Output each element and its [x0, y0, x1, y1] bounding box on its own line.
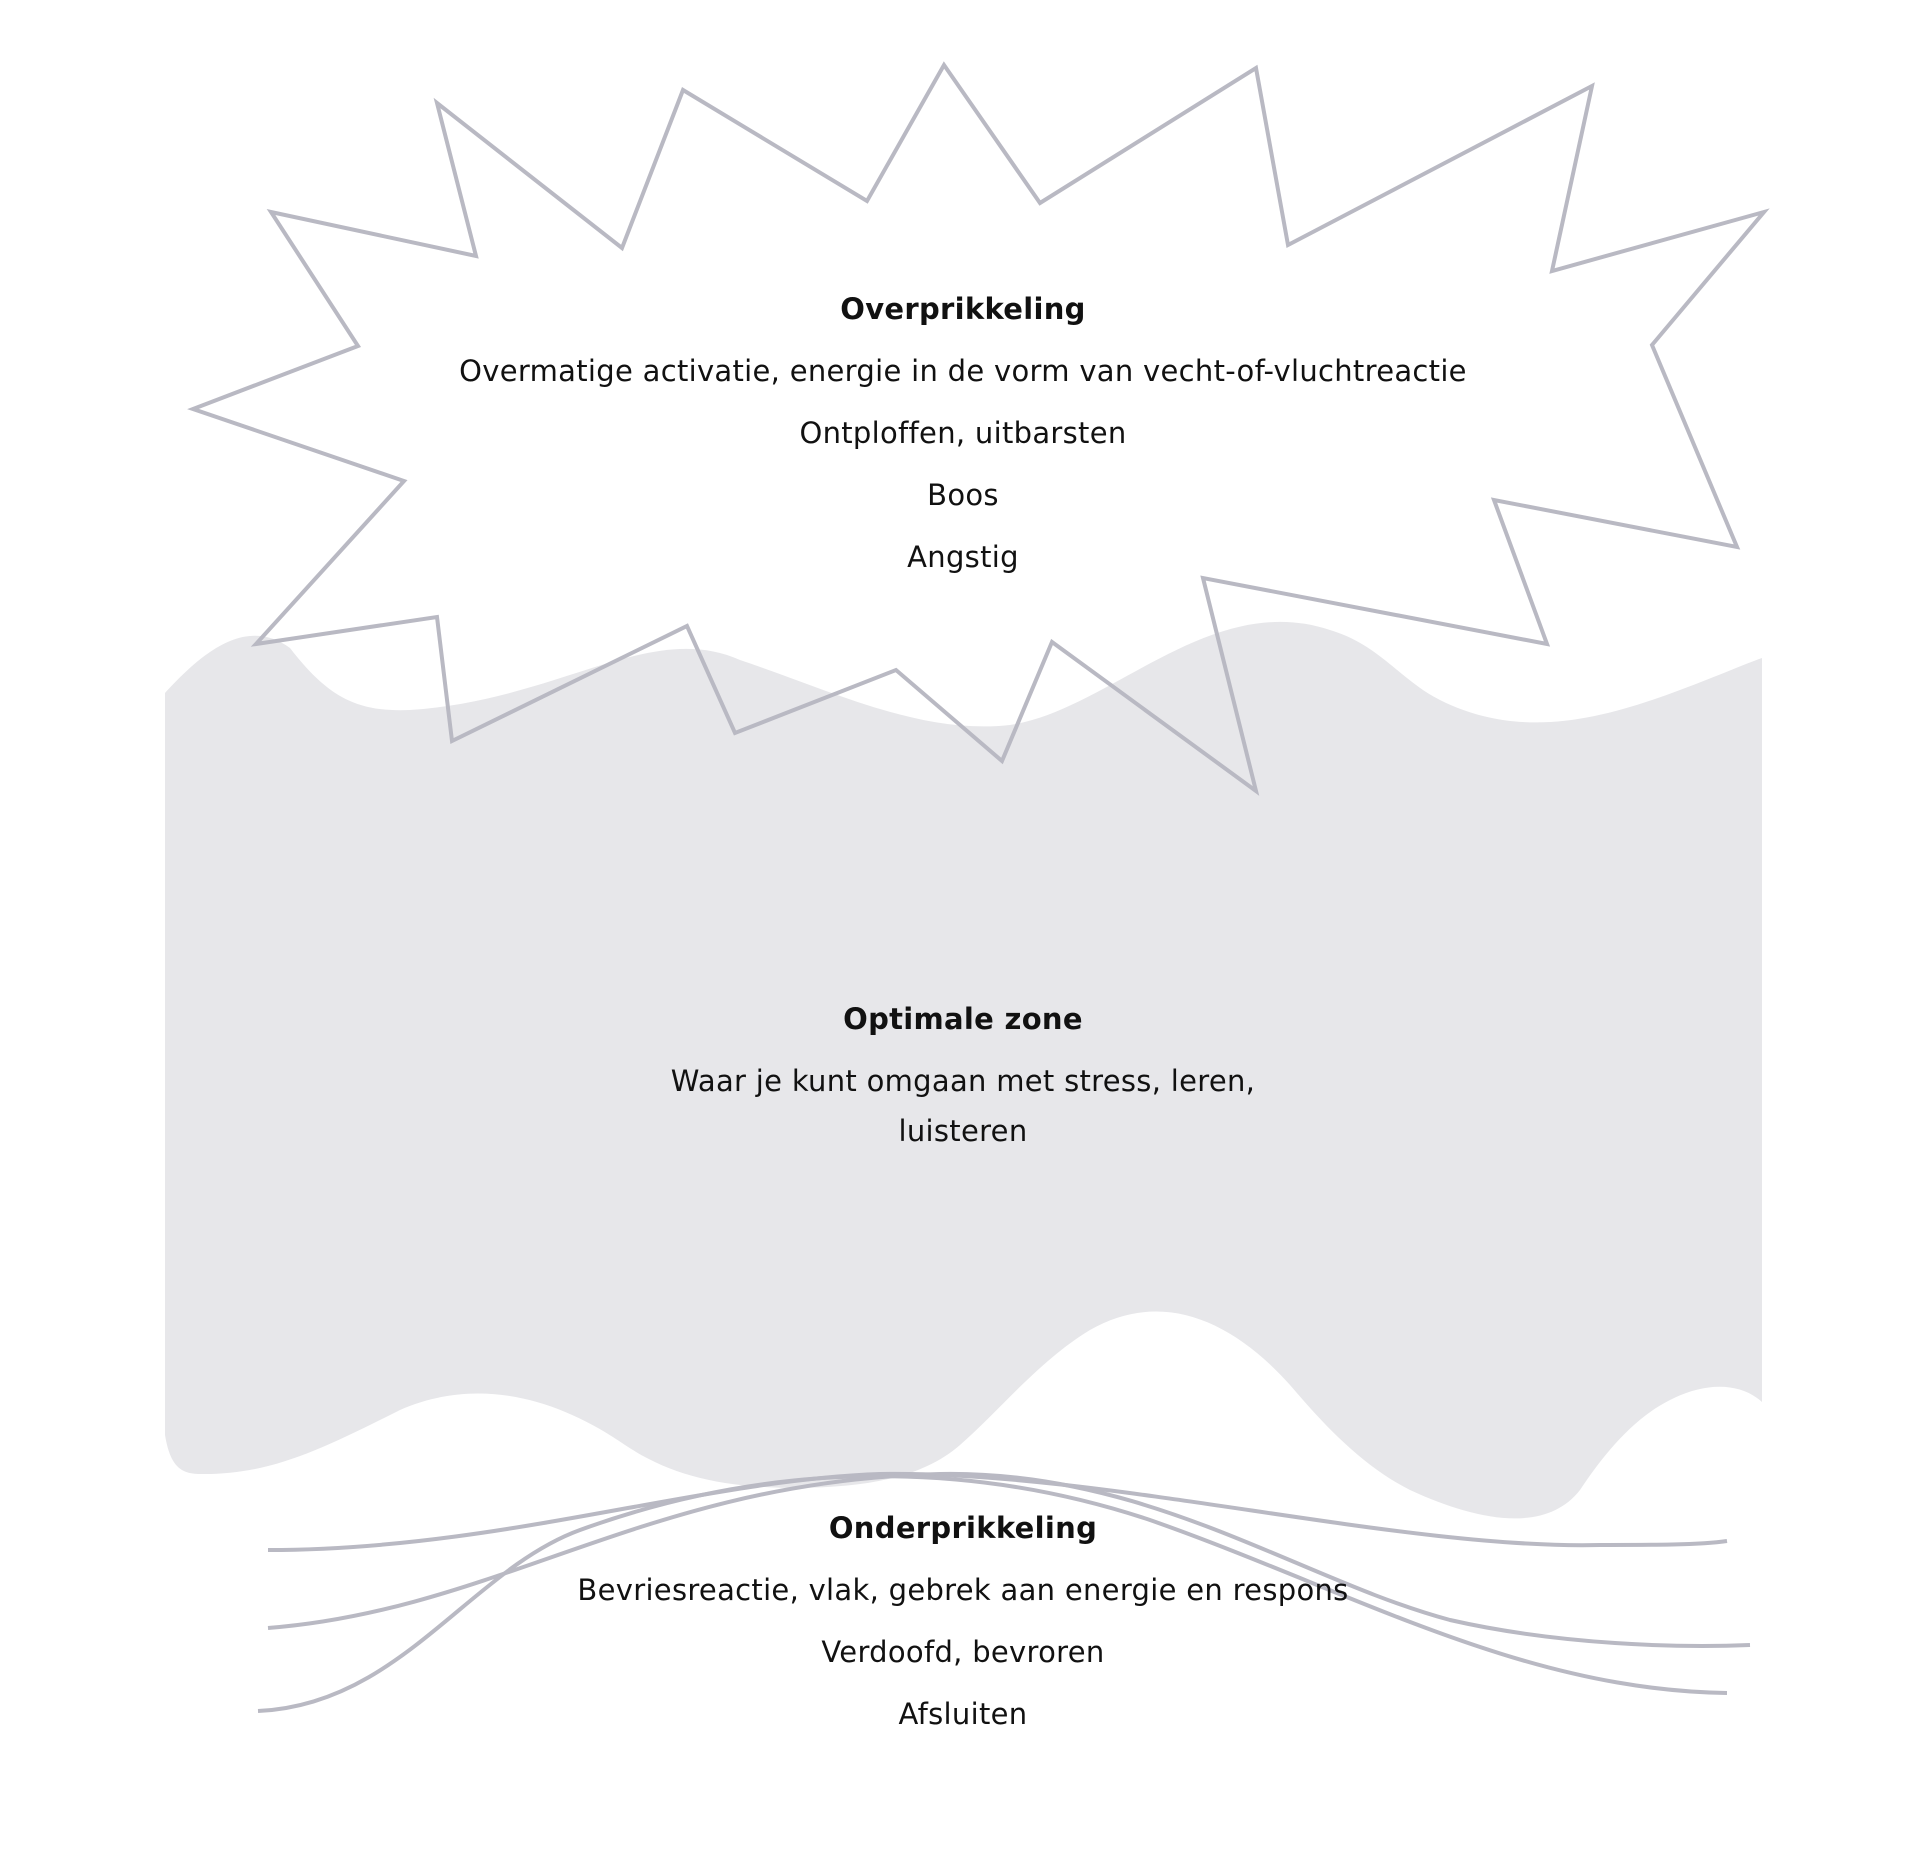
optimale-zone-title: Optimale zone: [843, 1002, 1083, 1036]
optimale-zone-line: Waar je kunt omgaan met stress, leren,: [670, 1064, 1256, 1098]
overprikkeling-line: Angstig: [907, 540, 1019, 574]
onderprikkeling-line: Verdoofd, bevroren: [821, 1635, 1105, 1669]
overprikkeling-line: Overmatige activatie, energie in de vorm van vecht-of-vluchtreactie: [459, 354, 1467, 388]
overprikkeling-line: Boos: [927, 478, 999, 512]
onderprikkeling-title: Onderprikkeling: [828, 1511, 1098, 1545]
onderprikkeling-text: [0, 1513, 1926, 1761]
overprikkeling-title: Overprikkeling: [840, 292, 1086, 326]
overprikkeling-line: Ontploffen, uitbarsten: [799, 416, 1127, 450]
optimale-zone-line: luisteren: [898, 1114, 1028, 1148]
onderprikkeling-line: Afsluiten: [898, 1697, 1028, 1731]
overprikkeling-text: [0, 294, 1926, 604]
onderprikkeling-line: Bevriesreactie, vlak, gebrek aan energie en respons: [577, 1573, 1349, 1607]
optimale-zone-text: [0, 1004, 1926, 1166]
